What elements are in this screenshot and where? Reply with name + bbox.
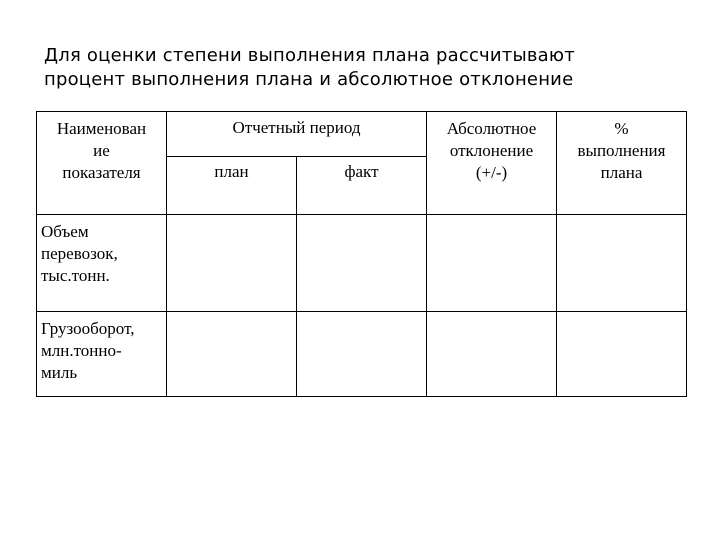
table-header-row-1 (37, 112, 687, 157)
cell-abs[interactable] (427, 312, 557, 397)
row-label-cargo-turnover (37, 312, 167, 397)
header-name-line: показателя (62, 163, 141, 182)
cell-pct[interactable] (557, 312, 687, 397)
header-name-line: Наименован (56, 119, 147, 138)
table-row (37, 312, 687, 397)
header-pct-line: % (614, 119, 629, 138)
header-pct-line: плана (600, 163, 643, 182)
header-abs-line: (+/-) (475, 163, 508, 182)
table-row (37, 215, 687, 312)
intro-line-1: Для оценки степени выполнения плана рассчитывают (44, 45, 575, 66)
row-label-line: перевозок, (41, 244, 118, 263)
row-label-line: Грузооборот, (41, 319, 135, 338)
header-reporting-period: Отчетный период (167, 112, 427, 157)
row-label-line: тыс.тонн. (41, 266, 110, 285)
intro-text (44, 44, 684, 92)
cell-abs[interactable] (427, 215, 557, 312)
row-label-line: миль (41, 363, 78, 382)
row-label-line: Объем (41, 222, 89, 241)
row-label-freight-volume (37, 215, 167, 312)
cell-fact[interactable] (297, 312, 427, 397)
intro-line-2: процент выполнения плана и абсолютное отклонение (44, 69, 574, 90)
row-label-line: млн.тонно- (41, 341, 122, 360)
cell-plan[interactable] (167, 215, 297, 312)
header-name-line: ие (93, 141, 110, 160)
header-fact: факт (297, 157, 427, 215)
header-indicator-name (37, 112, 167, 215)
header-abs-line: Абсолютное (446, 119, 537, 138)
header-plan: план (167, 157, 297, 215)
cell-pct[interactable] (557, 215, 687, 312)
cell-fact[interactable] (297, 215, 427, 312)
header-percent-fulfillment (557, 112, 687, 215)
header-abs-line: отклонение (449, 141, 534, 160)
cell-plan[interactable] (167, 312, 297, 397)
header-absolute-deviation (427, 112, 557, 215)
plan-table (36, 111, 687, 397)
header-pct-line: выполнения (577, 141, 666, 160)
